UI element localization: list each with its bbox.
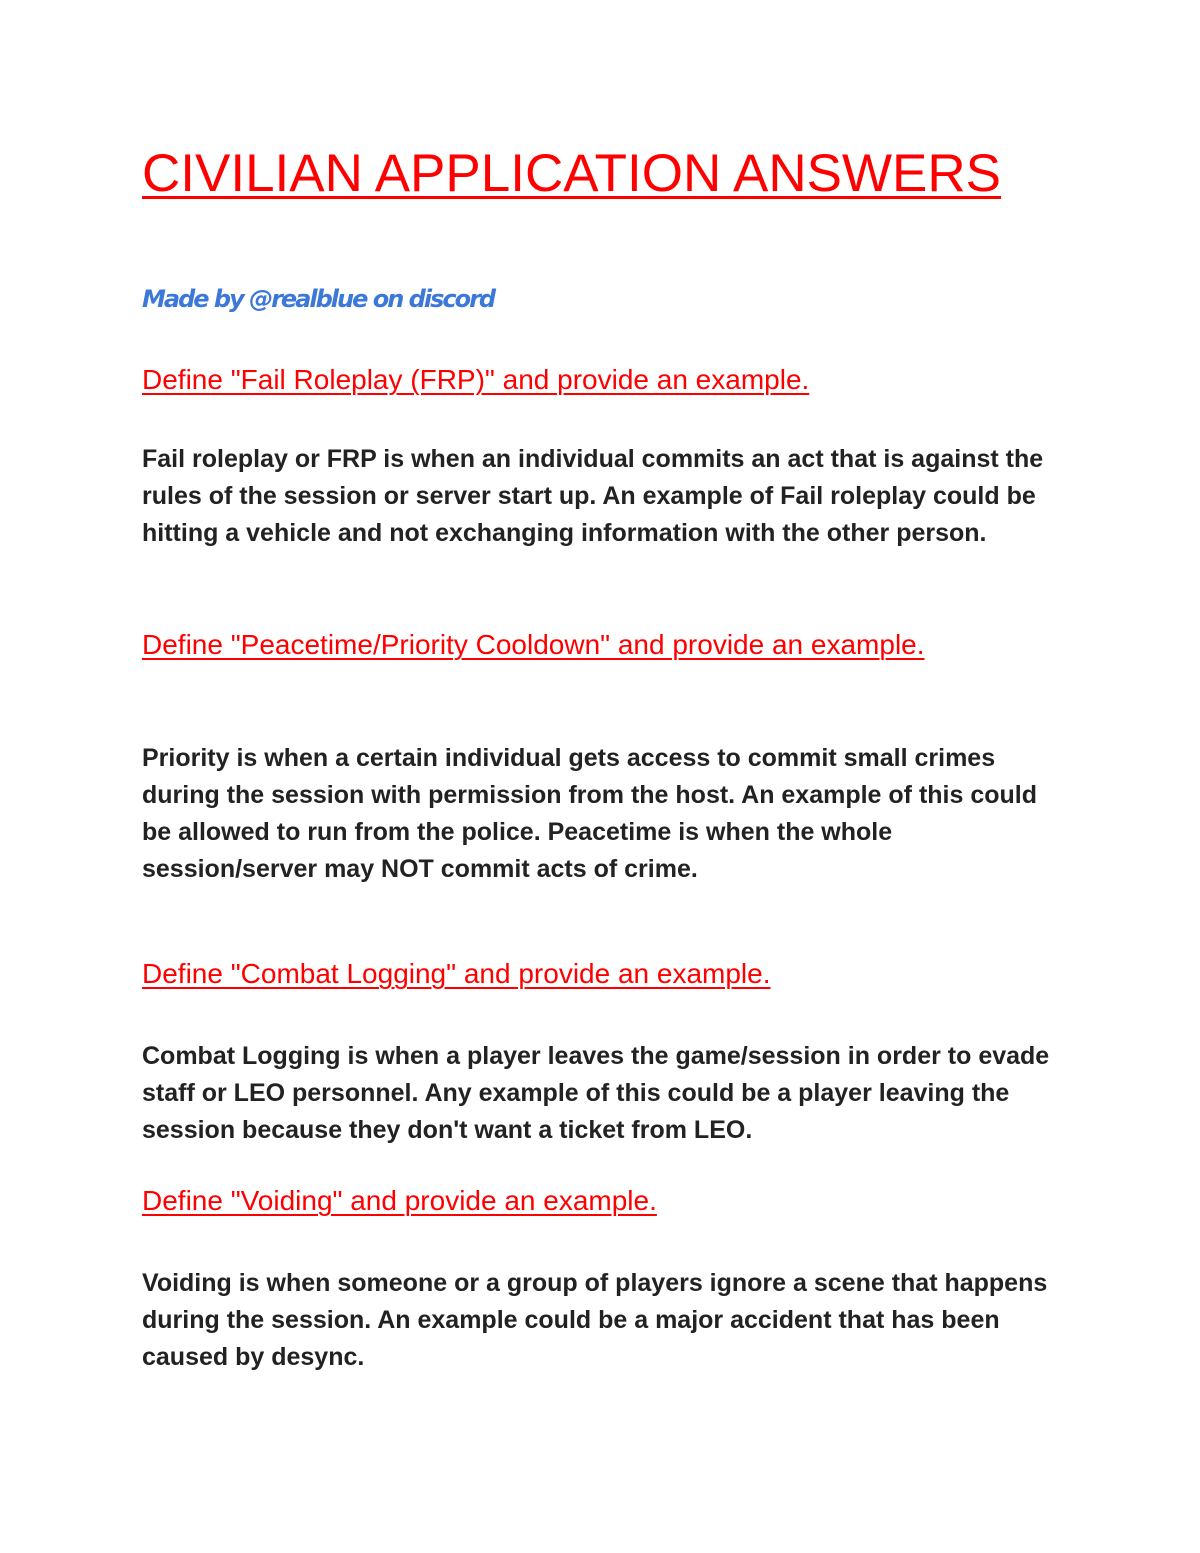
question-heading-voiding: Define "Voiding" and provide an example. (142, 1185, 657, 1216)
document-title: CIVILIAN APPLICATION ANSWERS (142, 144, 1002, 203)
question-heading-frp: Define "Fail Roleplay (FRP)" and provide an example. (142, 364, 810, 395)
answer-paragraph-frp: Fail roleplay or FRP is when an individual commits an act that is against the rules of the session or server start up. An example of Fail roleplay could be hitting a vehicle and not exchanging information with the other person. (142, 445, 1044, 547)
author-credit: Made by @realblue on discord (142, 285, 495, 313)
question-heading-combat-logging: Define "Combat Logging" and provide an example. (142, 958, 771, 989)
answer-paragraph-peacetime: Priority is when a certain individual gets access to commit small crimes during the session with permission from the host. An example of this could be allowed to run from the police. Peacetime is when the whole session/server may NOT commit acts of crime. (142, 744, 1038, 883)
answer-paragraph-voiding: Voiding is when someone or a group of players ignore a scene that happens during the session. An example could be a major accident that has been caused by desync. (142, 1269, 1048, 1371)
answer-paragraph-combat-logging: Combat Logging is when a player leaves the game/session in order to evade staff or LEO personnel. Any example of this could be a player leaving the session because they don't want a ticket from LEO. (142, 1042, 1050, 1144)
question-heading-peacetime: Define "Peacetime/Priority Cooldown" and provide an example. (142, 629, 925, 660)
